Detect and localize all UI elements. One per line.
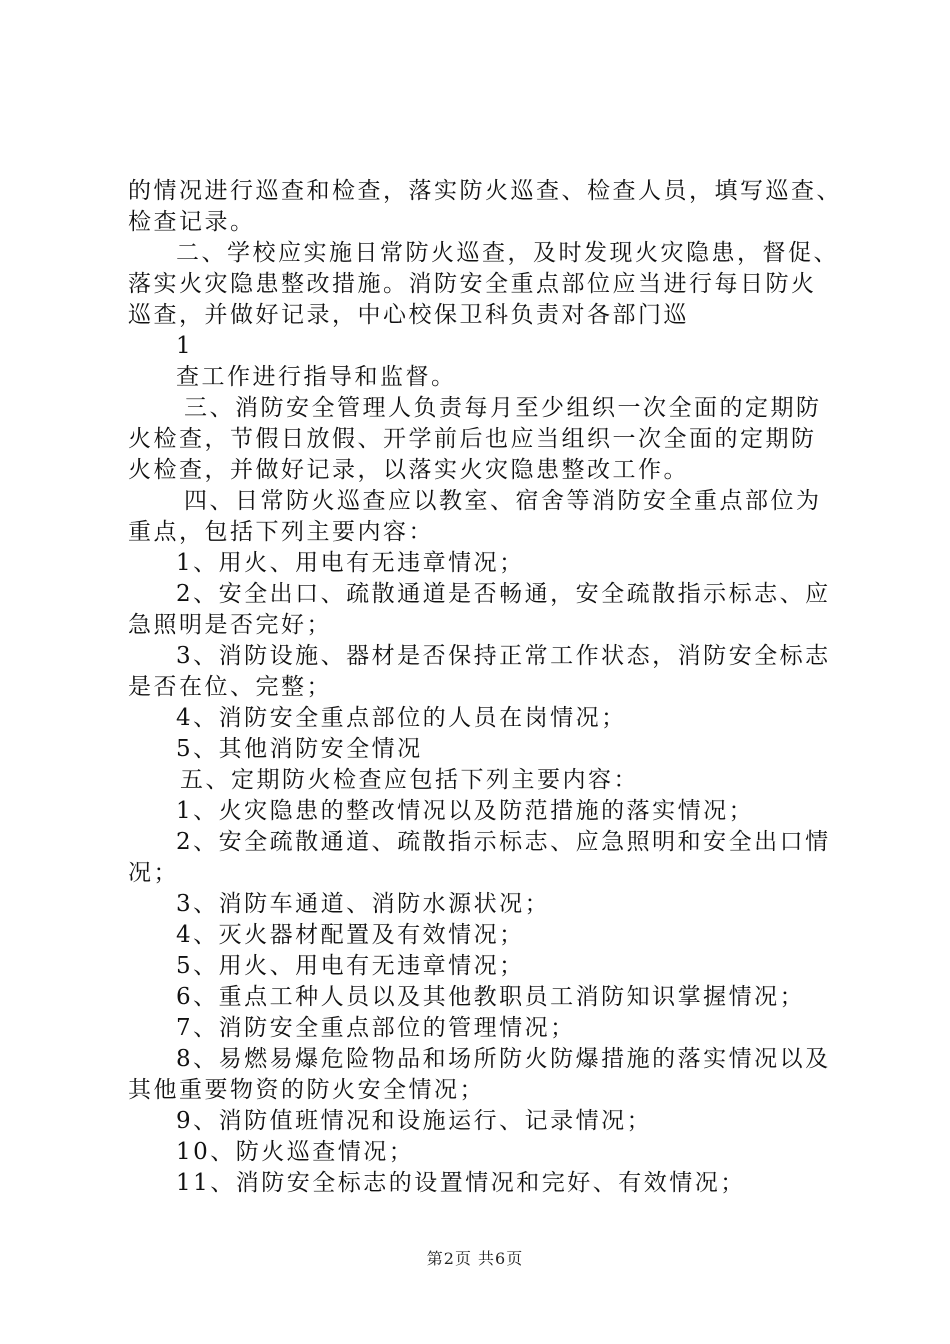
list-item: 4、消防安全重点部位的人员在岗情况； <box>176 705 627 731</box>
page-number-marker: 1 <box>176 333 194 359</box>
list-item: 11、消防安全标志的设置情况和完好、有效情况； <box>176 1170 746 1196</box>
section-heading-5: 五、定期防火检查应包括下列主要内容： <box>180 767 639 793</box>
list-item: 4、灭火器材配置及有效情况； <box>176 922 525 948</box>
section-heading-4: 四、日常防火巡查应以教室、宿舍等消防安全重点部位为 <box>184 488 822 514</box>
section-heading-2: 二、学校应实施日常防火巡查，及时发现火灾隐患，督促、 <box>176 240 839 266</box>
list-item: 5、用火、用电有无违章情况； <box>176 953 525 979</box>
text-line: 巡查，并做好记录，中心校保卫科负责对各部门巡 <box>128 302 689 328</box>
list-item: 3、消防设施、器材是否保持正常工作状态，消防安全标志 <box>176 643 831 669</box>
text-line: 落实火灾隐患整改措施。消防安全重点部位应当进行每日防火 <box>128 271 817 297</box>
text-line: 的情况进行巡查和检查，落实防火巡查、检查人员，填写巡查、 <box>128 178 842 204</box>
document-body <box>128 176 840 1199</box>
list-item: 1、火灾隐患的整改情况以及防范措施的落实情况； <box>176 798 755 824</box>
list-item: 2、安全出口、疏散通道是否畅通，安全疏散指示标志、应 <box>176 581 831 607</box>
text-line: 况； <box>128 860 179 886</box>
page-footer: 第2页 共6页 <box>426 1249 524 1268</box>
text-line: 其他重要物资的防火安全情况； <box>128 1077 485 1103</box>
list-item: 6、重点工种人员以及其他教职员工消防知识掌握情况； <box>176 984 806 1010</box>
list-item: 8、易燃易爆危险物品和场所防火防爆措施的落实情况以及 <box>176 1046 831 1072</box>
text-line: 火检查，并做好记录，以落实火灾隐患整改工作。 <box>128 457 689 483</box>
list-item: 3、消防车通道、消防水源状况； <box>176 891 551 917</box>
text-line: 是否在位、完整； <box>128 674 332 700</box>
text-line: 检查记录。 <box>128 209 256 235</box>
list-item: 1、用火、用电有无违章情况； <box>176 550 525 576</box>
list-item: 10、防火巡查情况； <box>176 1139 415 1165</box>
list-item: 9、消防值班情况和设施运行、记录情况； <box>176 1108 653 1134</box>
list-item: 7、消防安全重点部位的管理情况； <box>176 1015 576 1041</box>
text-line: 重点，包括下列主要内容： <box>128 519 434 545</box>
text-line: 火检查，节假日放假、开学前后也应当组织一次全面的定期防 <box>128 426 817 452</box>
text-line: 查工作进行指导和监督。 <box>176 364 457 390</box>
section-heading-3: 三、消防安全管理人负责每月至少组织一次全面的定期防 <box>184 395 822 421</box>
list-item: 2、安全疏散通道、疏散指示标志、应急照明和安全出口情 <box>176 829 831 855</box>
text-line: 急照明是否完好； <box>128 612 332 638</box>
list-item: 5、其他消防安全情况 <box>176 736 423 762</box>
